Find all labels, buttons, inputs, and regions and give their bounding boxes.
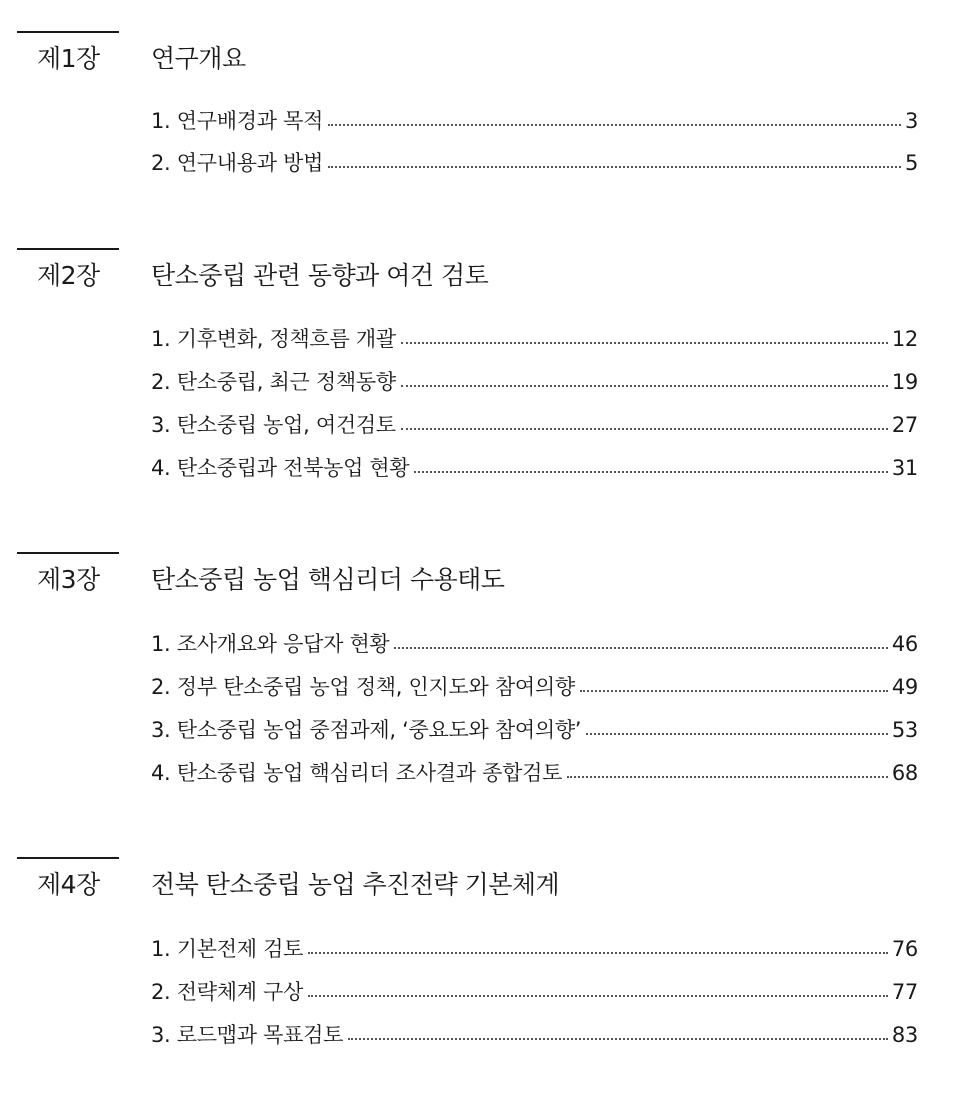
- toc-entry-page: 3: [904, 109, 918, 133]
- toc-entry-title: 1. 연구배경과 목적: [151, 109, 324, 133]
- toc-entry-title: 1. 조사개요와 응답자 현황: [151, 632, 390, 656]
- toc-entry[interactable]: [151, 410, 918, 440]
- toc-entry-title: 3. 탄소중립 농업 중점과제, ‘중요도와 참여의향’: [151, 718, 582, 742]
- chapter-title: 탄소중립 관련 동향과 여건 검토: [151, 261, 489, 290]
- toc-entry-title: 3. 탄소중립 농업, 여건검토: [151, 413, 396, 437]
- toc-entry-page: 5: [904, 151, 918, 175]
- toc-entry-title: 2. 탄소중립, 최근 정책동향: [151, 370, 396, 394]
- chapter-label: 제4장: [37, 870, 100, 899]
- toc-entry[interactable]: [151, 324, 918, 354]
- toc-entry[interactable]: [151, 1020, 918, 1050]
- chapter-divider: [17, 31, 119, 33]
- toc-entry-page: 19: [891, 370, 918, 394]
- toc-entry-title: 4. 탄소중립과 전북농업 현황: [151, 456, 410, 480]
- chapter-title: 탄소중립 농업 핵심리더 수용태도: [151, 565, 505, 594]
- toc-entry[interactable]: [151, 715, 918, 745]
- dot-leader: [308, 994, 888, 997]
- toc-entry-page: 46: [891, 632, 918, 656]
- dot-leader: [401, 427, 888, 430]
- toc-entry-title: 2. 정부 탄소중립 농업 정책, 인지도와 참여의향: [151, 675, 575, 699]
- toc-entry-title: 2. 전략체계 구상: [151, 980, 304, 1004]
- toc-entry-title: 4. 탄소중립 농업 핵심리더 조사결과 종합검토: [151, 761, 563, 785]
- chapter-divider: [17, 857, 119, 859]
- toc-entry-page: 27: [891, 413, 918, 437]
- toc-entry-page: 83: [891, 1023, 918, 1047]
- chapter-divider: [17, 248, 119, 250]
- toc-entry[interactable]: [151, 934, 918, 964]
- toc-entry-page: 68: [891, 761, 918, 785]
- toc-entry[interactable]: [151, 453, 918, 483]
- dot-leader: [394, 646, 887, 649]
- toc-entry-page: 77: [891, 980, 918, 1004]
- toc-entry[interactable]: [151, 629, 918, 659]
- dot-leader: [401, 341, 888, 344]
- toc-entry[interactable]: [151, 106, 918, 136]
- chapter-label: 제3장: [37, 565, 100, 594]
- chapter-label: 제2장: [37, 261, 100, 290]
- toc-entry-page: 31: [891, 456, 918, 480]
- toc-entry[interactable]: [151, 672, 918, 702]
- dot-leader: [586, 732, 888, 735]
- dot-leader: [567, 775, 888, 778]
- chapter-title: 전북 탄소중립 농업 추진전략 기본체계: [151, 870, 560, 899]
- chapter-title: 연구개요: [151, 44, 246, 73]
- toc-entry[interactable]: [151, 758, 918, 788]
- dot-leader: [328, 123, 901, 126]
- chapter-divider: [17, 552, 119, 554]
- chapter-label: 제1장: [37, 44, 100, 73]
- dot-leader: [414, 470, 887, 473]
- toc-entry[interactable]: [151, 367, 918, 397]
- dot-leader: [308, 951, 888, 954]
- toc-entry-page: 49: [891, 675, 918, 699]
- toc-entry-title: 1. 기본전제 검토: [151, 937, 304, 961]
- toc-entry-page: 53: [891, 718, 918, 742]
- toc-entry-title: 2. 연구내용과 방법: [151, 151, 324, 175]
- toc-entry-page: 76: [891, 937, 918, 961]
- toc-entry-page: 12: [891, 327, 918, 351]
- dot-leader: [580, 689, 888, 692]
- dot-leader: [401, 384, 888, 387]
- toc-entry-title: 3. 로드맵과 목표검토: [151, 1023, 344, 1047]
- dot-leader: [348, 1037, 888, 1040]
- dot-leader: [328, 165, 901, 168]
- toc-entry[interactable]: [151, 148, 918, 178]
- toc-entry-title: 1. 기후변화, 정책흐름 개괄: [151, 327, 396, 351]
- toc-entry[interactable]: [151, 977, 918, 1007]
